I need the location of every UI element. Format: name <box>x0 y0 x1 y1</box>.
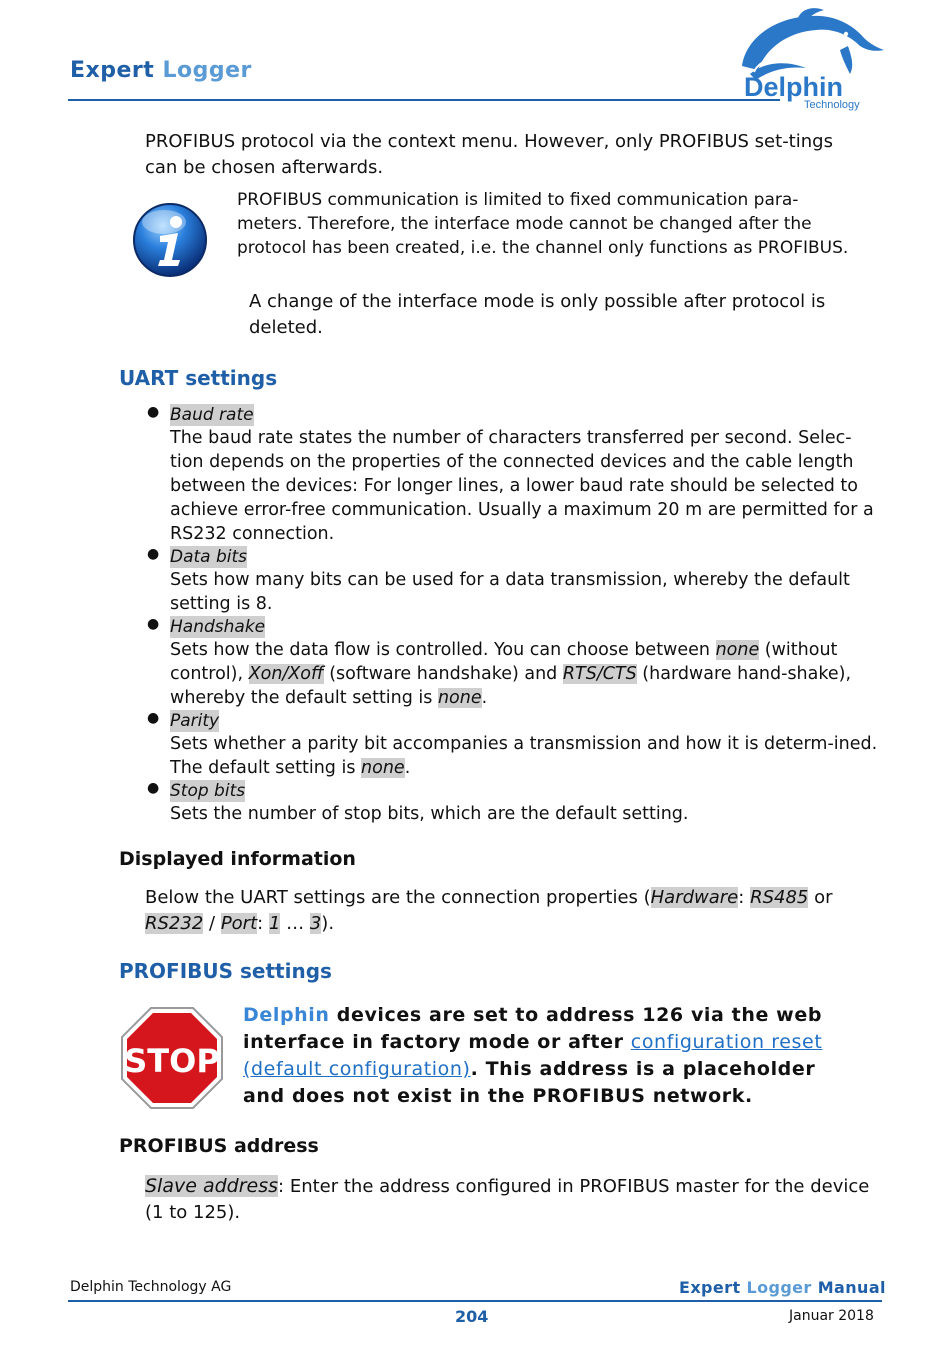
list-item <box>147 404 885 546</box>
delphin-logo <box>728 4 888 112</box>
bullet-icon: ● <box>147 404 160 420</box>
header-rule <box>68 99 780 101</box>
list-item <box>147 780 885 826</box>
item-description: Sets how the data flow is controlled. You can choose between none (without control), Xon/Xoff (software handshake) and RTS/CTS (hardware hand-shake), whereby the default setting is none. <box>170 640 852 708</box>
item-title: Parity <box>170 711 220 731</box>
intro-paragraph: PROFIBUS protocol via the context menu. However, only PROFIBUS set-tings can be chosen afterwards. <box>145 131 833 178</box>
svg-text:Technology: Technology <box>804 99 860 111</box>
item-description: Sets how many bits can be used for a data transmission, whereby the default setting is 8. <box>170 570 850 614</box>
displayed-info-heading: Displayed information <box>119 848 356 870</box>
svg-text:Delphin: Delphin <box>744 72 843 102</box>
item-description: The baud rate states the number of characters transferred per second. Selec-tion depends on the properties of the connected devices and the cable length between the devices: For longer lines, a lower baud rate should be selected to achieve error-free communication. Usually a maximum 20 m are permitted for a RS232 connection. <box>170 428 874 544</box>
value-rts-cts: RTS/CTS <box>562 664 637 684</box>
port-value-3: 3 <box>309 913 322 934</box>
footer-company: Delphin Technology AG <box>70 1279 232 1295</box>
rs485-value: RS485 <box>750 887 809 908</box>
list-item <box>147 546 885 616</box>
rs232-value: RS232 <box>145 913 204 934</box>
dolphin-icon <box>728 4 888 112</box>
item-description: Sets whether a parity bit accompanies a transmission and how it is determ-ined. The default setting is none. <box>170 734 878 778</box>
footer-manual-title: Expert Logger Manual <box>679 1278 886 1297</box>
item-title: Baud rate <box>170 405 254 425</box>
stop-sign-icon <box>120 1006 224 1110</box>
brand-name: Delphin <box>243 1004 330 1026</box>
profibus-address-text: Slave address: Enter the address configured in PROFIBUS master for the device (1 to 125). <box>145 1175 870 1223</box>
uart-settings-list <box>147 404 885 826</box>
value-none: none <box>437 688 482 708</box>
displayed-info-text: Below the UART settings are the connection properties (Hardware: RS485 or RS232 / Port: 1 … 3). <box>145 887 833 934</box>
bullet-icon: ● <box>147 780 160 796</box>
hardware-label: Hardware <box>650 887 739 908</box>
value-none: none <box>361 758 405 778</box>
item-title: Data bits <box>170 547 248 567</box>
slave-address-label: Slave address <box>145 1175 279 1197</box>
bullet-icon: ● <box>147 546 160 562</box>
port-value-1: 1 <box>268 913 281 934</box>
item-description: Sets the number of stop bits, which are the default setting. <box>170 804 689 824</box>
uart-heading: UART settings <box>119 366 278 390</box>
change-note: A change of the interface mode is only possible after protocol is deleted. <box>249 291 826 338</box>
profibus-address-heading: PROFIBUS address <box>119 1135 319 1157</box>
configuration-reset-link[interactable]: configuration reset (default configuration) <box>243 1031 823 1080</box>
page-number: 204 <box>455 1307 489 1326</box>
list-item <box>147 710 885 780</box>
value-none: none <box>715 640 760 660</box>
header-title: Expert Logger <box>70 58 252 83</box>
footer-rule <box>68 1300 882 1302</box>
svg-text:STOP: STOP <box>124 1042 220 1080</box>
bullet-icon: ● <box>147 616 160 632</box>
bullet-icon: ● <box>147 710 160 726</box>
item-title: Stop bits <box>170 781 246 801</box>
info-note: PROFIBUS communication is limited to fixed communication para-meters. Therefore, the interface mode cannot be changed after the protocol has been created, i.e. the channel only functions as PROFIBUS. <box>237 190 849 258</box>
item-title: Handshake <box>170 617 266 637</box>
list-item <box>147 616 885 710</box>
footer-date: Januar 2018 <box>789 1308 874 1324</box>
stop-warning-text: Delphin devices are set to address 126 via the web interface in factory mode or after configuration reset (default configuration). This address is a placeholder and does not exist in the PROFIBUS network. <box>243 1004 823 1107</box>
port-label: Port <box>220 913 258 934</box>
value-xon-xoff: Xon/Xoff <box>248 664 324 684</box>
profibus-heading: PROFIBUS settings <box>119 959 332 983</box>
info-icon <box>130 200 210 280</box>
